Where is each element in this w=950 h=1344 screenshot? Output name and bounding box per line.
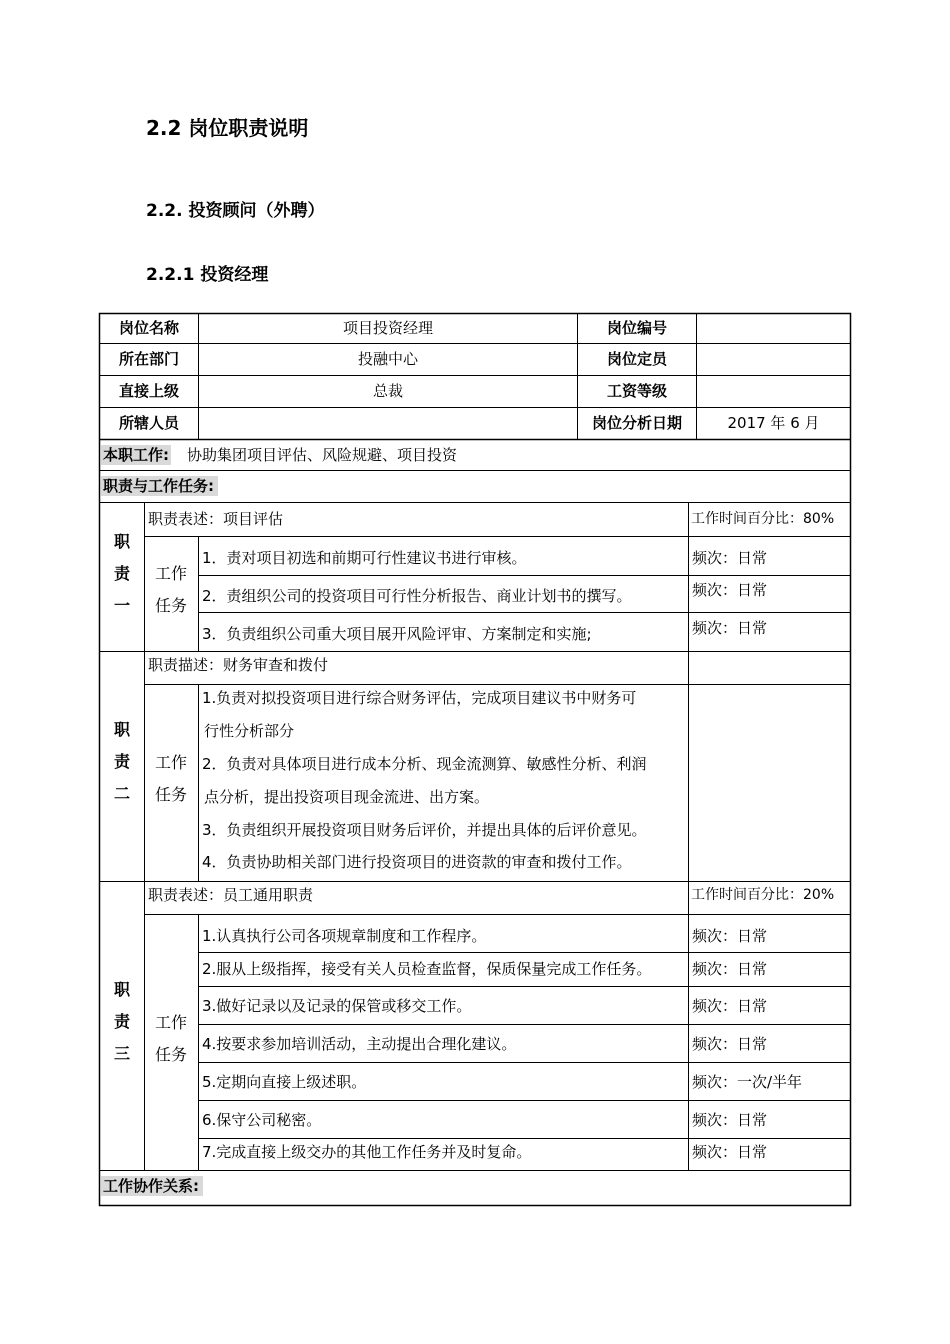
duty2-line-3: 2．负责对具体项目进行成本分析、现金流测算、敏感性分析、利润 xyxy=(202,755,647,773)
duty3-task-3: 3.做好记录以及记录的保管或移交工作。 xyxy=(202,997,472,1015)
duty2-task-label: 工作 任务 xyxy=(154,753,187,804)
duty3-task-6-frequency: 频次：日常 xyxy=(692,1111,768,1129)
duty3-task-2-frequency: 频次：日常 xyxy=(692,960,768,978)
subordinates-label: 所辖人员 xyxy=(118,414,179,432)
duty3-description: 职责表述：员工通用职责 xyxy=(148,886,314,904)
duty3-time-percent: 工作时间百分比：20% xyxy=(691,887,835,903)
position-no-label: 岗位编号 xyxy=(606,319,667,337)
duty2-line-5: 3．负责组织开展投资项目财务后评价，并提出具体的后评价意见。 xyxy=(202,821,647,839)
main-work-label: 本职工作: xyxy=(103,446,169,464)
duty3-task-4: 4.按要求参加培训活动，主动提出合理化建议。 xyxy=(202,1035,517,1053)
duty2-description: 职责描述：财务审查和拨付 xyxy=(148,656,329,674)
duty3-task-5-frequency: 频次：一次/半年 xyxy=(692,1073,803,1091)
duty3-task-3-frequency: 频次：日常 xyxy=(692,997,768,1015)
sub-subsection-heading: 2.2.1 投资经理 xyxy=(146,265,269,285)
duty3-task-1-frequency: 频次：日常 xyxy=(692,927,768,945)
duty2-line-2: 行性分析部分 xyxy=(204,722,295,740)
analysis-date-label: 岗位分析日期 xyxy=(591,414,682,432)
duty1-task-3: 3．负责组织公司重大项目展开风险评审、方案制定和实施; xyxy=(202,625,592,643)
duty1-task-1: 1．责对项目初选和前期可行性建议书进行审核。 xyxy=(202,549,527,567)
duty1-task-3-frequency: 频次：日常 xyxy=(692,619,768,637)
dept-value: 投融中心 xyxy=(357,350,418,368)
duty1-task-2: 2．责组织公司的投资项目可行性分析报告、商业计划书的撰写。 xyxy=(202,587,632,605)
duty1-side-label: 职 责 一 xyxy=(113,532,130,615)
duty3-task-label: 工作 任务 xyxy=(154,1013,187,1064)
section-heading: 2.2 岗位职责说明 xyxy=(146,116,309,140)
duty3-task-2: 2.服从上级指挥，接受有关人员检查监督，保质保量完成工作任务。 xyxy=(202,960,652,978)
dept-label: 所在部门 xyxy=(118,350,179,368)
duty2-line-1: 1.负责对拟投资项目进行综合财务评估，完成项目建议书中财务可 xyxy=(202,689,637,707)
position-name-value: 项目投资经理 xyxy=(342,319,433,337)
duty3-task-7: 7.完成直接上级交办的其他工作任务并及时复命。 xyxy=(202,1143,532,1161)
quota-label: 岗位定员 xyxy=(606,350,667,368)
duty3-task-7-frequency: 频次：日常 xyxy=(692,1143,768,1161)
duty3-task-1: 1.认真执行公司各项规章制度和工作程序。 xyxy=(202,927,487,945)
subsection-heading: 2.2. 投资顾问（外聘） xyxy=(146,201,325,221)
duty2-side-label: 职 责 二 xyxy=(113,720,130,803)
analysis-date-value: 2017 年 6 月 xyxy=(727,414,820,432)
duty3-task-4-frequency: 频次：日常 xyxy=(692,1035,768,1053)
duty1-task-label: 工作 任务 xyxy=(154,564,187,615)
duty3-task-6: 6.保守公司秘密。 xyxy=(202,1111,322,1129)
duty3-task-5: 5.定期向直接上级述职。 xyxy=(202,1073,367,1091)
duties-header: 职责与工作任务: xyxy=(101,476,218,496)
main-work-value: 协助集团项目评估、风险规避、项目投资 xyxy=(187,446,458,464)
duty1-description: 职责表述：项目评估 xyxy=(148,510,284,528)
superior-label: 直接上级 xyxy=(118,382,179,400)
duty2-line-4: 点分析，提出投资项目现金流进、出方案。 xyxy=(204,788,490,806)
salary-label: 工资等级 xyxy=(606,382,667,400)
duty2-line-6: 4．负责协助相关部门进行投资项目的进资款的审查和拨付工作。 xyxy=(202,853,632,871)
duty1-task-2-frequency: 频次：日常 xyxy=(692,581,768,599)
superior-value: 总裁 xyxy=(372,382,403,400)
duty3-side-label: 职 责 三 xyxy=(113,980,130,1063)
collaboration-label: 工作协作关系: xyxy=(101,1176,203,1196)
duty1-task-1-frequency: 频次：日常 xyxy=(692,549,768,567)
position-name-label: 岗位名称 xyxy=(118,319,179,337)
duty1-time-percent: 工作时间百分比：80% xyxy=(691,511,835,527)
